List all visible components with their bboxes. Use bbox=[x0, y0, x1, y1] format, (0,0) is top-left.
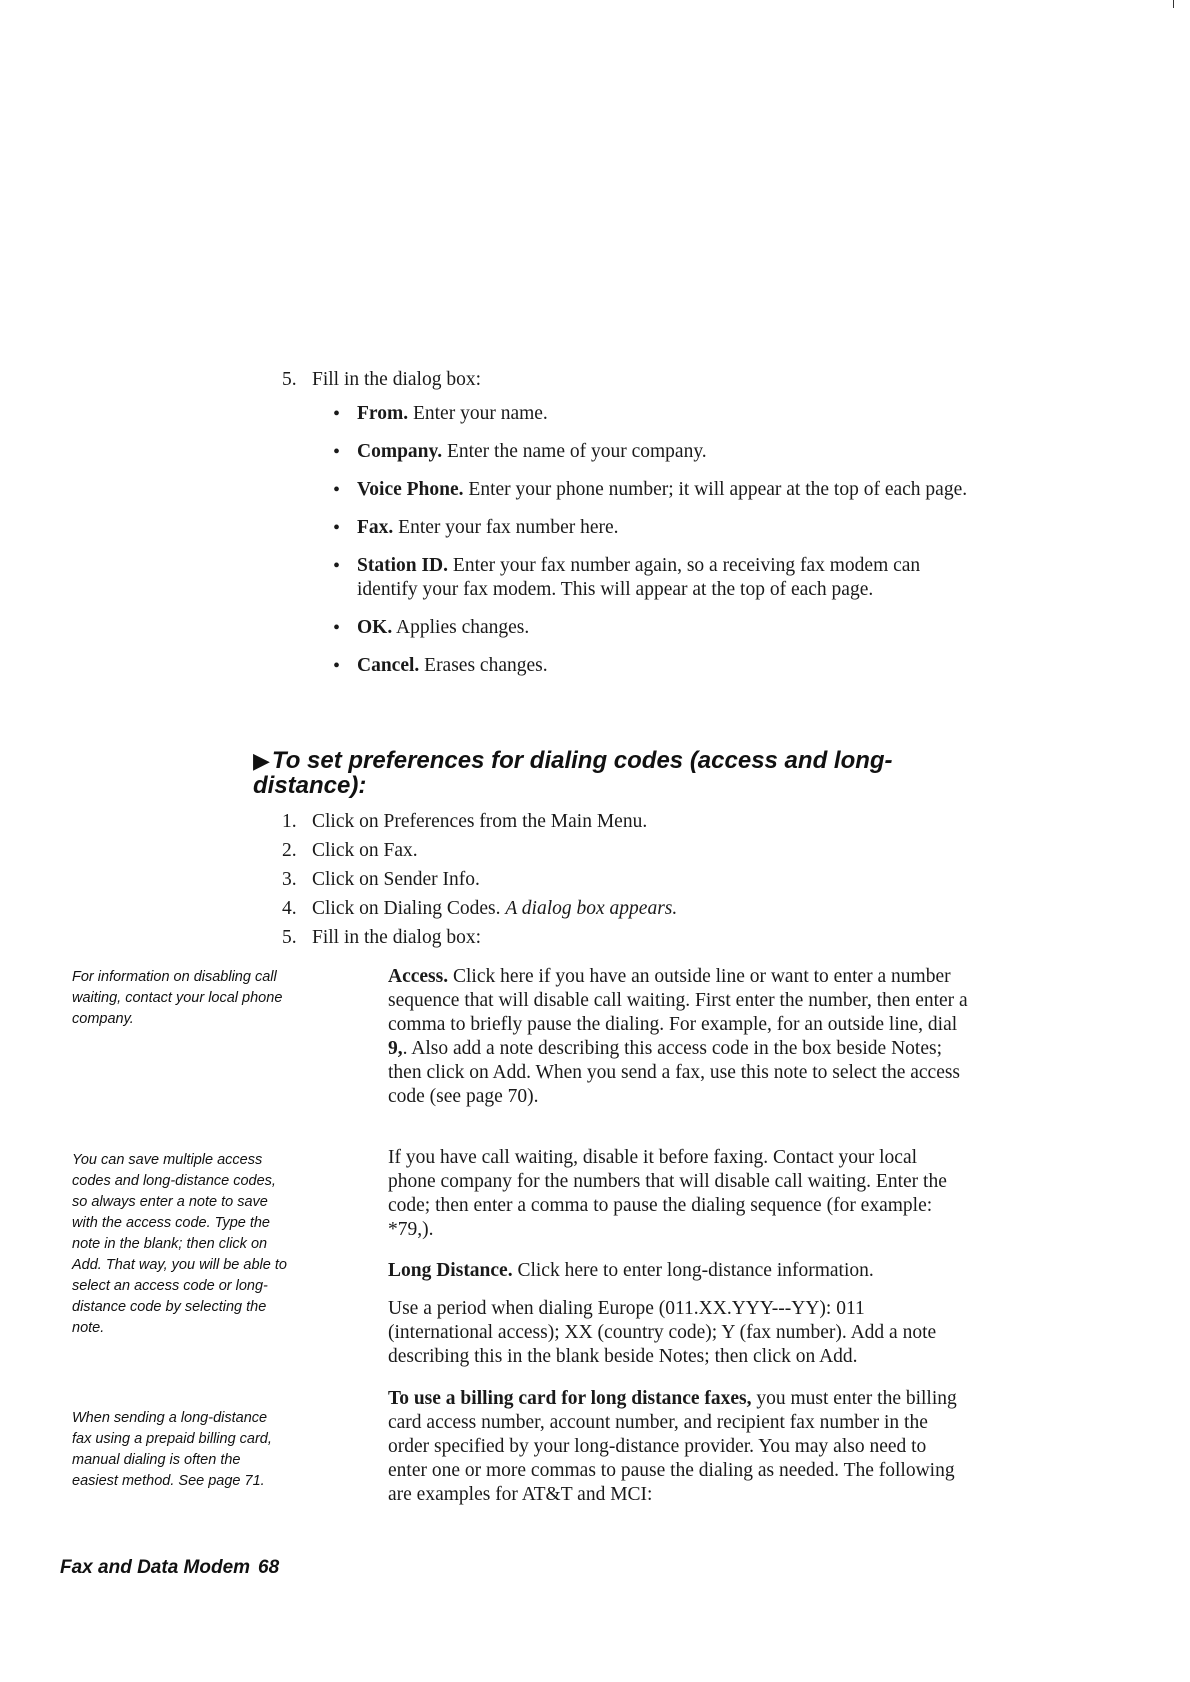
step-item bbox=[282, 810, 677, 839]
step-text: Click on Sender Info. bbox=[312, 869, 480, 890]
bullet-company bbox=[333, 440, 973, 464]
step-number: 1. bbox=[282, 811, 297, 832]
step-text: Fill in the dialog box: bbox=[312, 927, 481, 948]
sidebar-note-billing-card: When sending a long-distance fax using a prepaid billing card, manual dialing is often the easiest method. See page 71. bbox=[72, 1410, 272, 1489]
step-number: 5. bbox=[282, 927, 297, 948]
step-result: A dialog box appears. bbox=[505, 898, 678, 919]
bullet-text: Applies changes. bbox=[396, 617, 530, 638]
bullet-cancel bbox=[333, 654, 973, 678]
page-footer bbox=[60, 1557, 279, 1579]
bullet-term: Company. bbox=[357, 441, 443, 462]
footer-title: Fax and Data Modem bbox=[60, 1557, 251, 1578]
heading-text: To set preferences for dialing codes (access and long-distance): bbox=[253, 747, 893, 799]
bullet-term: From. bbox=[357, 403, 409, 424]
long-distance-text: Click here to enter long-distance information. bbox=[517, 1260, 874, 1281]
bullet-text: Enter your fax number here. bbox=[398, 517, 619, 538]
billing-term: To use a billing card for long distance faxes, bbox=[388, 1388, 752, 1409]
sidebar-note-access-codes: You can save multiple access codes and long-distance codes, so always enter a note to save with the access code. Type the note in the blank; then click on Add. That way, you will be able to select an access code or long-distance code by selecting the note. bbox=[72, 1152, 287, 1336]
bullet-text: Enter the name of your company. bbox=[446, 441, 707, 462]
access-term: Access. bbox=[388, 966, 449, 987]
paragraph-access bbox=[388, 965, 968, 1109]
bullet-term: Station ID. bbox=[357, 555, 449, 576]
step-item bbox=[282, 926, 677, 955]
bullet-voice-phone bbox=[333, 478, 973, 502]
step-text: Fill in the dialog box: bbox=[312, 369, 481, 390]
section-heading bbox=[253, 748, 893, 798]
sidebar-note-call-waiting: For information on disabling call waiting, contact your local phone company. bbox=[72, 969, 283, 1027]
step-text: Click on Fax. bbox=[312, 840, 418, 861]
access-code: 9, bbox=[388, 1038, 403, 1059]
bullet-from bbox=[333, 402, 973, 426]
step-item bbox=[282, 839, 677, 868]
bullet-text: Erases changes. bbox=[424, 655, 548, 676]
bullet-term: Voice Phone. bbox=[357, 479, 464, 500]
bullet-ok bbox=[333, 616, 973, 640]
step-number: 3. bbox=[282, 869, 297, 890]
step-item bbox=[282, 868, 677, 897]
paragraph-billing bbox=[388, 1387, 968, 1507]
paragraph-long-distance bbox=[388, 1259, 968, 1283]
bullet-term: Fax. bbox=[357, 517, 394, 538]
access-text: Click here if you have an outside line or want to enter a number sequence that will disable call waiting. First enter the number, then enter a comma to briefly pause the dialing. For example, for an outside line, dial bbox=[388, 966, 968, 1035]
step-text: Click on Dialing Codes. bbox=[312, 898, 501, 919]
paragraph-europe: Use a period when dialing Europe (011.XX.YYY---YY): 011 (international access); XX (country code); Y (fax number). Add a note describing this in the blank beside Notes; then click on Add. bbox=[388, 1298, 937, 1367]
bullet-text: Enter your phone number; it will appear at the top of each page. bbox=[468, 479, 968, 500]
arrow-icon: ▶ bbox=[253, 748, 270, 773]
step-fill-dialog-top bbox=[282, 368, 481, 392]
step-text: Click on Preferences from the Main Menu. bbox=[312, 811, 648, 832]
billing-text: you must enter the billing card access number, account number, and recipient fax number in the order specified by your long-distance provider. You may also need to enter one or more commas to pause the dialing as needed. The following are examples for AT&T and MCI: bbox=[388, 1388, 957, 1505]
bullet-text: Enter your name. bbox=[412, 403, 548, 424]
long-distance-term: Long Distance. bbox=[388, 1260, 513, 1281]
step-list bbox=[282, 810, 677, 955]
page-number: 68 bbox=[258, 1557, 280, 1578]
bullet-term: Cancel. bbox=[357, 655, 420, 676]
step-number: 5. bbox=[282, 369, 297, 390]
bullet-term: OK. bbox=[357, 617, 393, 638]
field-bullet-list bbox=[333, 402, 973, 678]
step-number: 2. bbox=[282, 840, 297, 861]
scan-mark bbox=[1173, 0, 1174, 8]
access-text-2: . Also add a note describing this access code in the box beside Notes; then click on Add. When you send a fax, use this note to select the access code (see page 70). bbox=[388, 1038, 961, 1107]
paragraph-call-waiting: If you have call waiting, disable it before faxing. Contact your local phone company for the numbers that will disable call waiting. Enter the code; then enter a comma to pause the dialing sequence (for example: *79,). bbox=[388, 1147, 947, 1240]
bullet-station-id bbox=[333, 554, 973, 602]
step-item bbox=[282, 897, 677, 926]
bullet-fax bbox=[333, 516, 973, 540]
step-number: 4. bbox=[282, 898, 297, 919]
bullet-text: Enter your fax number again, so a receiving fax modem can identify your fax modem. This will appear at the top of each page. bbox=[357, 555, 921, 600]
